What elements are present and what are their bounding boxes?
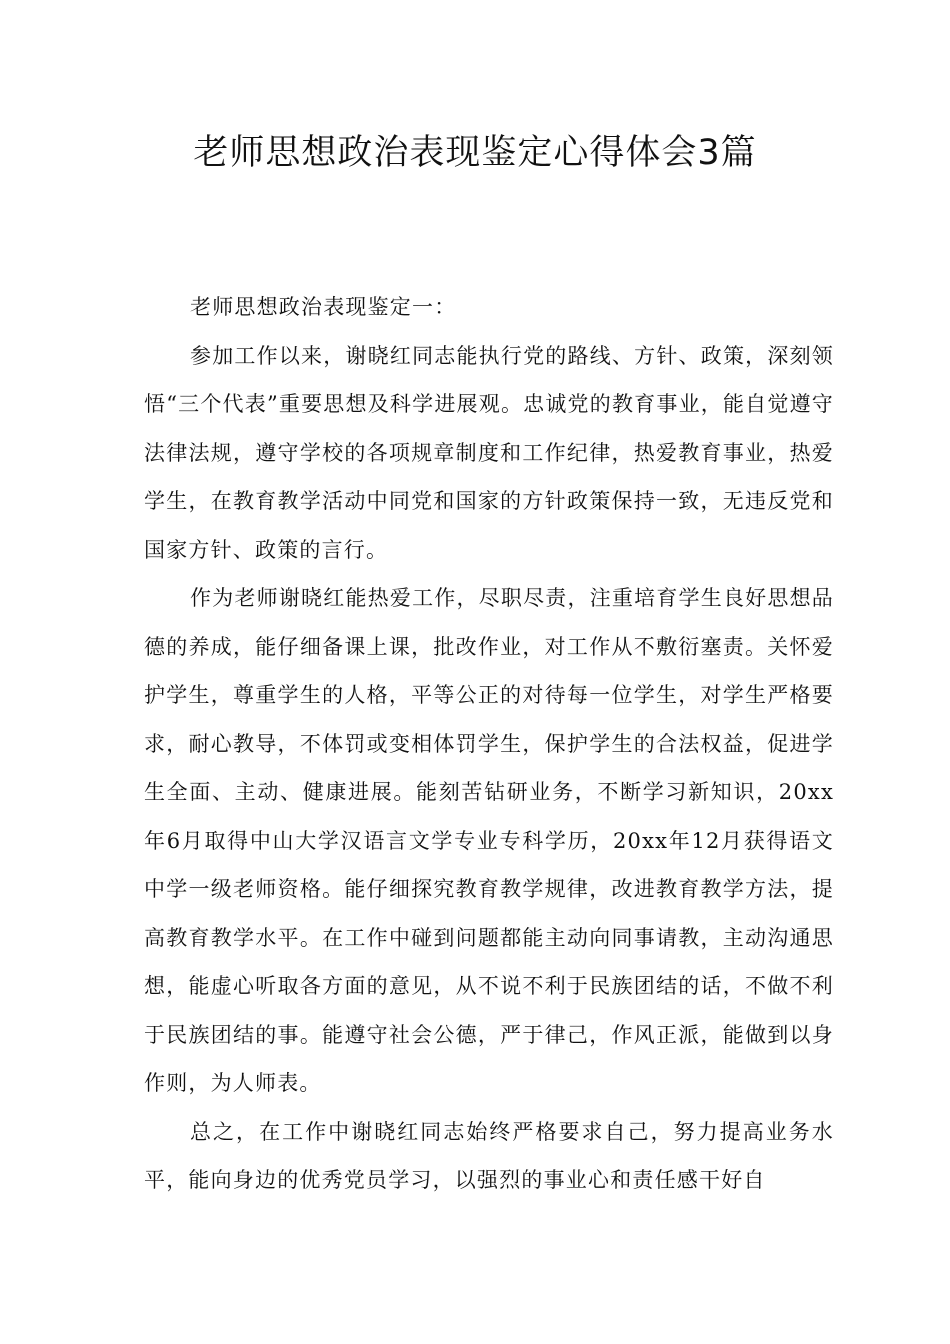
section-heading: 老师思想政治表现鉴定一： <box>190 295 457 319</box>
paragraph-3: 总之，在工作中谢晓红同志始终严格要求自己，努力提高业务水平，能向身边的优秀党员学习，以强烈的事业心和责任感干好自 <box>144 1119 834 1192</box>
document-title: 老师思想政治表现鉴定心得体会3篇 <box>193 133 757 173</box>
paragraph-1: 参加工作以来，谢晓红同志能执行党的路线、方针、政策，深刻领悟“三个代表”重要思想及科学进展观。忠诚党的教育事业，能自觉遵守法律法规，遵守学校的各项规章制度和工作纪律，热爱教育事业，热爱学生，在教育教学活动中同党和国家的方针政策保持一致，无违反党和国家方针、政策的言行。 <box>144 343 834 562</box>
paragraph-2: 作为老师谢晓红能热爱工作，尽职尽责，注重培育学生良好思想品德的养成，能仔细备课上课，批改作业，对工作从不敷衍塞责。关怀爱护学生，尊重学生的人格，平等公正的对待每一位学生，对学生严格要求，耐心教导，不体罚或变相体罚学生，保护学生的合法权益，促进学生全面、主动、健康进展。能刻苦钻研业务，不断学习新知识，20xx年6月取得中山大学汉语言文学专业专科学历，20xx年12月获得语文中学一级老师资格。能仔细探究教育教学规律，改进教育教学方法，提高教育教学水平。在工作中碰到问题都能主动向同事请教，主动沟通思想，能虚心听取各方面的意见，从不说不利于民族团结的话，不做不利于民族团结的事。能遵守社会公德，严于律己，作风正派，能做到以身作则，为人师表。 <box>144 586 834 1095</box>
document-body <box>144 283 834 1205</box>
